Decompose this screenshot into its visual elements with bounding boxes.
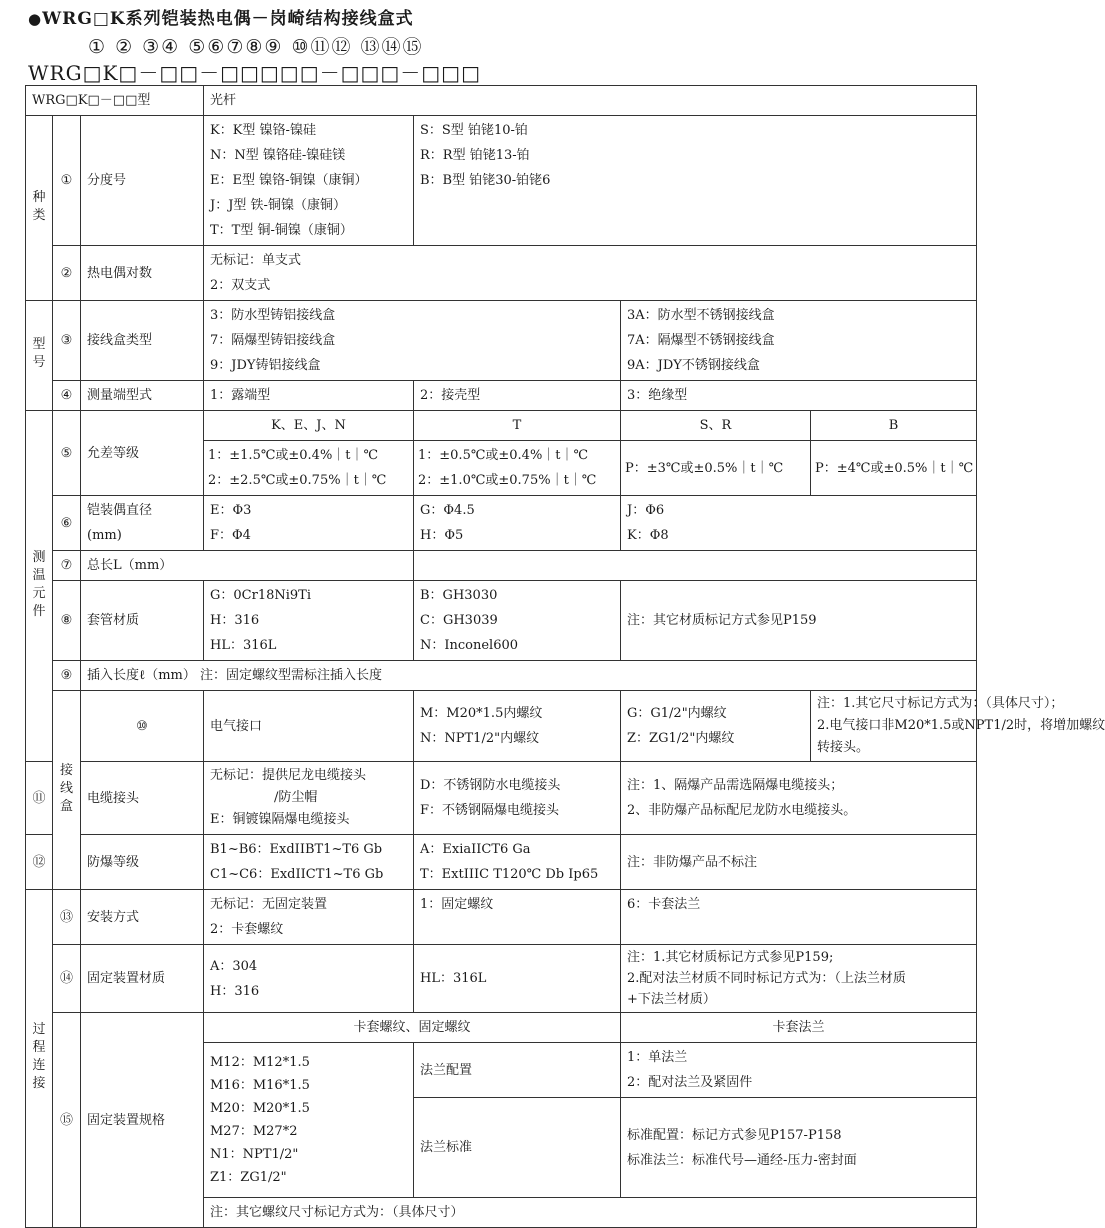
cell: 1：±1.5℃或±0.4%｜t｜℃ 2：±2.5℃或±0.75%｜t｜℃ <box>204 441 414 496</box>
row-number: ⑭ <box>53 945 81 1013</box>
cell: A：ExiaIICT6 Ga T：ExtIIIC T120℃ Db Ip65 <box>414 835 621 890</box>
model-cell: WRG□K□－□□型 <box>26 86 204 116</box>
cell: 插入长度ℓ（mm） 注：固定螺纹型需标注插入长度 <box>81 661 977 691</box>
cell: 1：固定螺纹 <box>414 890 621 945</box>
row-label: 分度号 <box>81 116 204 246</box>
note: 注：其它螺纹尺寸标记方式为：（具体尺寸） <box>204 1198 977 1228</box>
row-number: ③ <box>53 301 81 381</box>
table-row <box>26 381 977 411</box>
cell: 3：绝缘型 <box>621 381 977 411</box>
cell: 无标记：提供尼龙电缆接头 /防尘帽 E：铜镀镍隔爆电缆接头 <box>204 762 414 835</box>
row-number: ① <box>53 116 81 246</box>
cell: 3A：防水型不锈钢接线盒 7A：隔爆型不锈钢接线盒 9A：JDY不锈钢接线盒 <box>621 301 977 381</box>
table-row <box>26 116 977 246</box>
cell: 法兰配置 <box>414 1043 621 1098</box>
row-label: 电缆接头 <box>81 762 204 835</box>
row-label: 防爆等级 <box>81 835 204 890</box>
table-row <box>26 661 977 691</box>
row-label: 允差等级 <box>81 411 204 496</box>
col-header: 卡套法兰 <box>621 1013 977 1043</box>
col-header: 卡套螺纹、固定螺纹 <box>204 1013 621 1043</box>
row-number: ⑤ <box>53 411 81 496</box>
cell: G：G1/2"内螺纹 Z：ZG1/2"内螺纹 <box>621 691 811 762</box>
title-text: WRG□K系列铠装热电偶－岗崎结构接线盒式 <box>42 9 414 29</box>
category-zhonglei: 种类 <box>26 116 53 301</box>
page-title <box>28 4 414 29</box>
cell: P：±4℃或±0.5%｜t｜℃ <box>811 441 977 496</box>
category-guocheng: 过程连接 <box>26 890 53 1228</box>
cell: 3：防水型铸铝接线盒 7：隔爆型铸铝接线盒 9：JDY铸铝接线盒 <box>204 301 621 381</box>
row-number: ⑨ <box>53 661 81 691</box>
note: 注：非防爆产品不标注 <box>621 835 977 890</box>
cell: 1：露端型 <box>204 381 414 411</box>
cell: G：0Cr18Ni9Ti H：316 HL：316L <box>204 581 414 661</box>
row-number: ⑪ <box>26 762 53 835</box>
note: 注：1、隔爆产品需选隔爆电缆接头； 2、非防爆产品标配尼龙防水电缆接头。 <box>621 762 977 835</box>
table-row <box>26 1013 977 1043</box>
table-row <box>26 581 977 661</box>
row-number: ⑧ <box>53 581 81 661</box>
table-row <box>26 762 977 835</box>
cell: 2：接壳型 <box>414 381 621 411</box>
cell: 1：±0.5℃或±0.4%｜t｜℃ 2：±1.0℃或±0.75%｜t｜℃ <box>414 441 621 496</box>
cell: S：S型 铂铑10-铂 R：R型 铂铑13-铂 B：B型 铂铑30-铂铑6 <box>414 116 977 246</box>
bullet-icon: ● <box>28 10 43 28</box>
cell: 无标记：无固定装置 2：卡套螺纹 <box>204 890 414 945</box>
row-number: ⑬ <box>53 890 81 945</box>
table-row <box>26 411 977 441</box>
note: 注：其它材质标记方式参见P159 <box>621 581 977 661</box>
note: 注：1.其它尺寸标记方式为：（具体尺寸）； 2.电气接口非M20*1.5或NPT1/2时，将增加螺纹 转接头。 <box>811 691 977 762</box>
table-row <box>26 890 977 945</box>
row-label: 电气接口 <box>204 691 414 762</box>
cell: D：不锈钢防水电缆接头 F：不锈钢隔爆电缆接头 <box>414 762 621 835</box>
order-code: WRG□K□－□□－□□□□□－□□□－□□□ <box>28 61 481 85</box>
table-row <box>26 691 977 762</box>
model-desc: 光杆 <box>204 86 977 116</box>
row-label: 固定装置规格 <box>81 1013 204 1228</box>
table-row <box>26 301 977 381</box>
row-number: ⑥ <box>53 496 81 551</box>
cell: B：GH3030 C：GH3039 N：Inconel600 <box>414 581 621 661</box>
category-xinghao: 型号 <box>26 301 53 411</box>
row-label: 热电偶对数 <box>81 246 204 301</box>
cell: 1：单法兰 2：配对法兰及紧固件 <box>621 1043 977 1098</box>
row-number: ⑩ <box>81 691 204 762</box>
cell: 法兰标准 <box>414 1098 621 1198</box>
row-label: 测量端型式 <box>81 381 204 411</box>
cell: 无标记：单支式 2：双支式 <box>204 246 977 301</box>
cell: J：Φ6 K：Φ8 <box>621 496 977 551</box>
row-label: 安装方式 <box>81 890 204 945</box>
row-number: ④ <box>53 381 81 411</box>
cell: 标准配置：标记方式参见P157-P158 标准法兰：标准代号—通经-压力-密封面 <box>621 1098 977 1198</box>
note: 注：1.其它材质标记方式参见P159; 2.配对法兰材质不同时标记方式为：（上法兰材质 +下法兰材质） <box>621 945 977 1013</box>
table-row <box>26 835 977 890</box>
row-label: 固定装置材质 <box>81 945 204 1013</box>
row-number: ② <box>53 246 81 301</box>
table-row <box>26 945 977 1013</box>
cell: K：K型 镍铬-镍硅 N：N型 镍铬硅-镍硅镁 E：E型 镍铬-铜镍（康铜） J：J型 铁-铜镍（康铜） T：T型 铜-铜镍（康铜） <box>204 116 414 246</box>
cell: M：M20*1.5内螺纹 N：NPT1/2"内螺纹 <box>414 691 621 762</box>
cell: 6：卡套法兰 <box>621 890 977 945</box>
category-jiexianhe: 接线盒 <box>53 691 81 890</box>
cell: B1~B6：ExdIIBT1~T6 Gb C1~C6：ExdIICT1~T6 Gb <box>204 835 414 890</box>
table-row <box>26 246 977 301</box>
col-header: K、E、J、N <box>204 411 414 441</box>
row-label: 铠装偶直径 (mm) <box>81 496 204 551</box>
spec-table <box>25 85 1105 1228</box>
col-header: T <box>414 411 621 441</box>
cell <box>414 551 977 581</box>
cell: E：Φ3 F：Φ4 <box>204 496 414 551</box>
table-row <box>26 496 977 551</box>
row-label: 总长L（mm） <box>81 551 414 581</box>
col-header: B <box>811 411 977 441</box>
table-row <box>26 86 977 116</box>
category-cewen: 测温元件 <box>26 411 53 762</box>
row-label: 接线盒类型 <box>81 301 204 381</box>
row-label: 套管材质 <box>81 581 204 661</box>
row-number: ⑫ <box>26 835 53 890</box>
table-row <box>26 551 977 581</box>
col-header: S、R <box>621 411 811 441</box>
cell: A：304 H：316 <box>204 945 414 1013</box>
cell: M12：M12*1.5 M16：M16*1.5 M20：M20*1.5 M27：M27*2 N1：NPT1/2" Z1：ZG1/2" <box>204 1043 414 1198</box>
row-number: ⑮ <box>53 1013 81 1228</box>
cell: G：Φ4.5 H：Φ5 <box>414 496 621 551</box>
cell: P：±3℃或±0.5%｜t｜℃ <box>621 441 811 496</box>
row-number: ⑦ <box>53 551 81 581</box>
cell: HL：316L <box>414 945 621 1013</box>
code-indices: ① ② ③④ ⑤⑥⑦⑧⑨ ⑩⑪⑫ ⑬⑭⑮ <box>88 36 424 58</box>
